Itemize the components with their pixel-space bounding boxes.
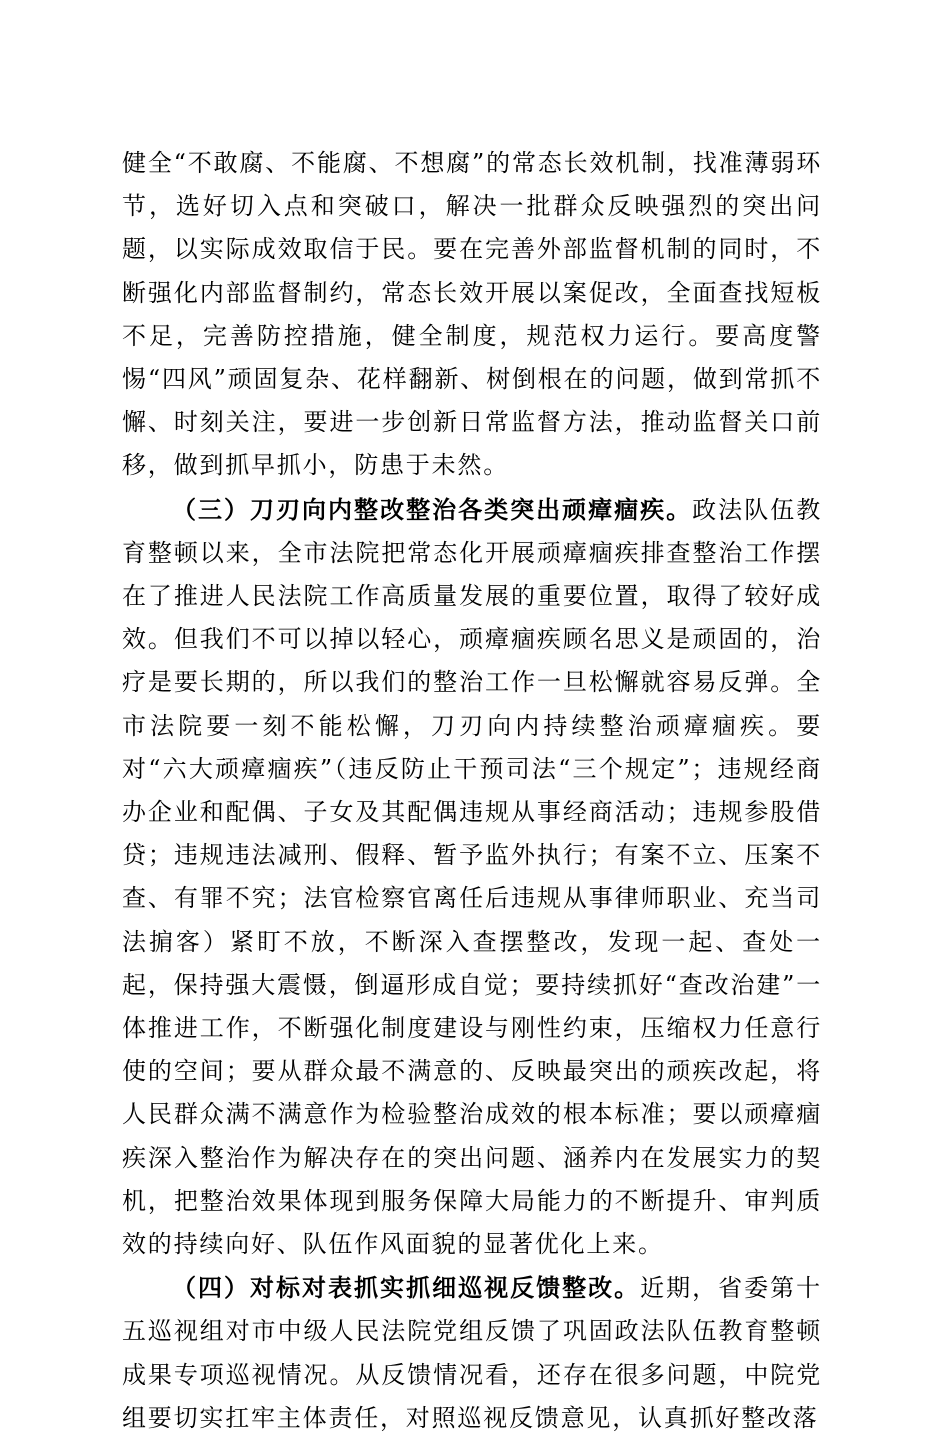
section-heading: （四）对标对表抓实抓细巡视反馈整改。 [172, 1273, 641, 1303]
paragraph-continuation [122, 142, 822, 488]
paragraph-text: 政法队伍教育整顿以来，全市法院把常态化开展顽瘴痼疾排查整治工作摆在了推进人民法院工作高质量发展的重要位置，取得了较好成效。但我们不可以掉以轻心，顽瘴痼疾顾名思义是顽固的，治疗是要长期的，所以我们的整治工作一旦松懈就容易反弹。全市法院要一刻不能松懈，刀刃向内持续整治顽瘴痼疾。要对“六大顽瘴痼疾”（违反防止干预司法“三个规定”；违规经商办企业和配偶、子女及其配偶违规从事经商活动；违规参股借贷；违规违法减刑、假释、暂予监外执行；有案不立、压案不查、有罪不究；法官检察官离任后违规从事律师职业、充当司法掮客）紧盯不放，不断深入查摆整改，发现一起、查处一起，保持强大震慑，倒逼形成自觉；要持续抓好“查改治建”一体推进工作，不断强化制度建设与刚性约束，压缩权力任意行使的空间；要从群众最不满意的、反映最突出的顽疾改起，将人民群众满不满意作为检验整治成效的根本标准；要以顽瘴痼疾深入整治作为解决存在的突出问题、涵养内在发展实力的契机，把整治效果体现到服务保障大局能力的不断提升、审判质效的持续向好、队伍作风面貌的显著优化上来。 [122, 495, 823, 1259]
paragraph-section-4 [122, 1266, 822, 1440]
paragraph-section-3 [122, 488, 822, 1267]
document-body [122, 142, 822, 1440]
section-heading: （三）刀刃向内整改整治各类突出顽瘴痼疾。 [172, 494, 693, 524]
paragraph-text: 健全“不敢腐、不能腐、不想腐”的常态长效机制，找准薄弱环节，选好切入点和突破口，解决一批群众反映强烈的突出问题，以实际成效取信于民。要在完善外部监督机制的同时，不断强化内部监督制约，常态长效开展以案促改，全面查找短板不足，完善防控措施，健全制度，规范权力运行。要高度警惕“四风”顽固复杂、花样翻新、树倒根在的问题，做到常抓不懈、时刻关注，要进一步创新日常监督方法，推动监督关口前移，做到抓早抓小，防患于未然。 [122, 149, 822, 480]
paragraph-text: 近期，省委第十五巡视组对市中级人民法院党组反馈了巩固政法队伍教育整顿成果专项巡视情况。从反馈情况看，还存在很多问题，中院党组要切实扛牢主体责任，对照巡视反馈意见，认真抓好整改落 [122, 1274, 822, 1432]
